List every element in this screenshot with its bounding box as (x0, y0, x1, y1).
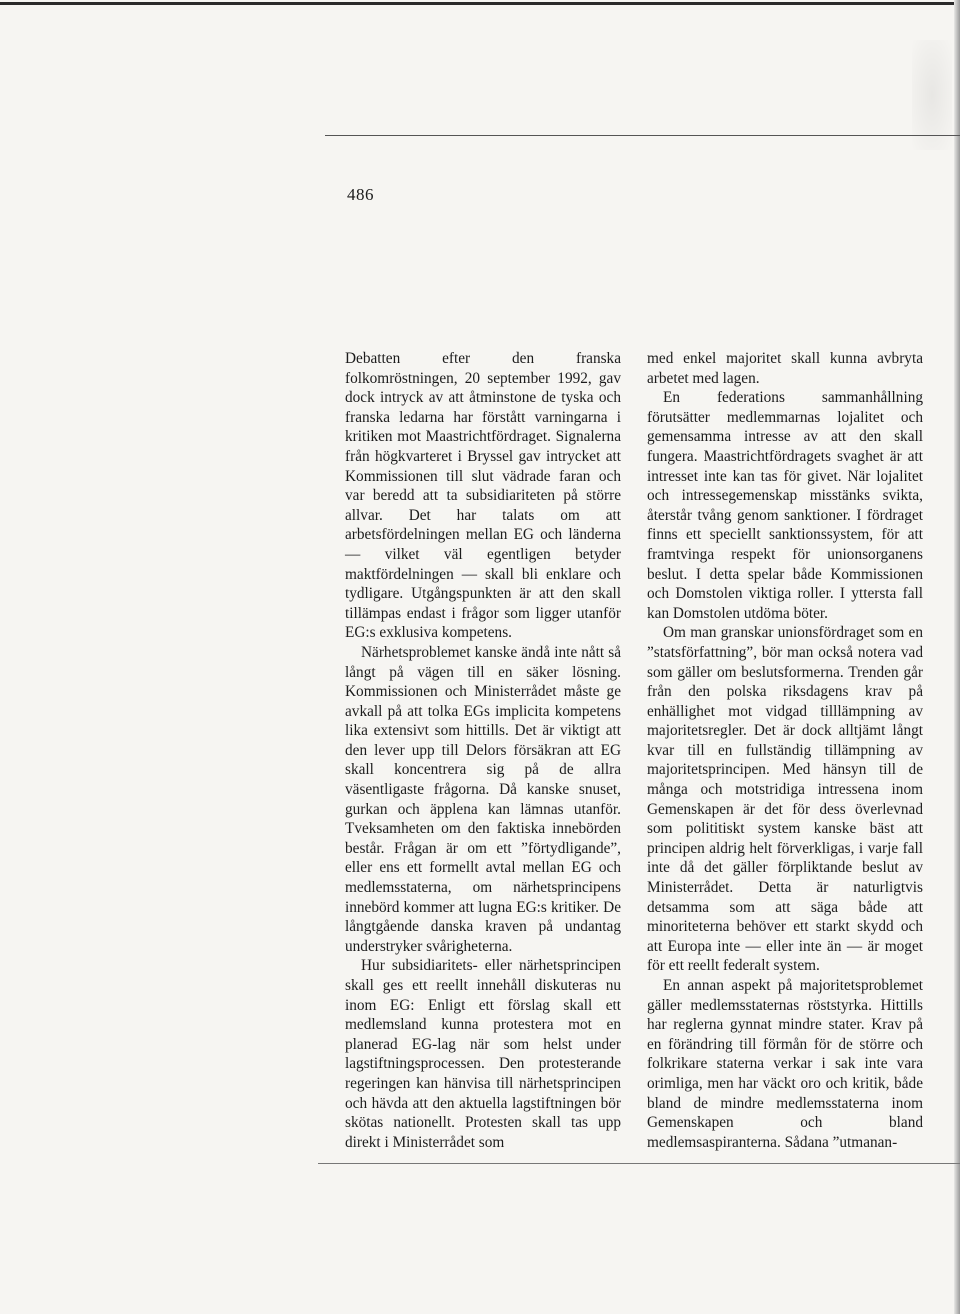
scan-edge-top (0, 2, 960, 5)
footer-rule (318, 1163, 960, 1164)
paragraph: Närhetsproblemet kanske ändå inte nått så långt på vägen till en säker lösning. Kommissionen och Ministerrådet måste ge avkall på att tolka EGs implicita kompetens lika extensivt som hittills. Det är viktigt att den lever upp till Delors försäkran att EG skall koncentrera sig på de allra väsentligaste frågorna. Då kanske snuset, gurkan och äpplena kan lämnas utanför. Tveksamheten om den faktiska innebörden består. Frågan är om ett ”förtydligande”, eller ens ett formellt avtal mellan EG och medlemsstaterna, om närhetsprincipens innebörd kommer att lugna EG:s kritiker. De långtgående danska kraven på undantag understryker svårigheterna. (345, 643, 621, 955)
paragraph: Debatten efter den franska folkomröstningen, 20 september 1992, gav dock intryck av att åtminstone de tyska och franska ledarna har förstått varningarna i kritiken mot Maastrichtfördraget. Signalerna från högkvarteret i Bryssel gav intrycket att Kommissionen till slut vädrade faran och var beredd att ta subsidiariteten på större allvar. Det har talats om att arbetsfördelningen mellan EG och länderna — vilket väl egentligen betyder maktfördelningen — skall bli enklare och tydligare. Utgångspunkten är att den skall tillämpas endast i frågor som ligger utanför EG:s exklusiva kompetens. (345, 350, 621, 642)
text-column-right (647, 349, 923, 1152)
paragraph: Hur subsidiaritets- eller närhetsprincipen skall ges ett reellt innehåll diskuteras nu inom EG: Enligt ett förslag skall ett medlemsland kunna protestera mot en planerad EG-lag när som helst under lagstiftningsprocessen. Den protesterande regeringen kan hänvisa till närhetsprincipen och hävda att den aktuella lagstiftningen bör skötas nationellt. Protesten skall tas upp direkt i Ministerrådet som (345, 957, 621, 1151)
paragraph: med enkel majoritet skall kunna avbryta arbetet med lagen. (647, 350, 923, 387)
header-rule (325, 135, 960, 136)
paragraph: En federations sammanhållning förutsätter medlemmarnas lojalitet och gemensamma intresse av att den skall fungera. Maastrichtfördragets svaghet är att intresset inte kan tas för givet. När lojalitet och intressegemenskap misstänks svikta, återstår tvång genom sanktioner. I fördraget finns ett speciellt sanktionssystem, för att framtvinga respekt för unionsorganens beslut. I detta spelar både Kommissionen och Domstolen viktiga roller. I yttersta fall kan Domstolen utdöma böter. (647, 389, 923, 622)
scan-smudge (912, 40, 952, 150)
text-column-left (345, 349, 621, 1152)
paragraph: Om man granskar unionsfördraget som en ”statsförfattning”, bör man också notera vad som gäller om beslutsformerna. Trenden går från den polska riksdagens krav på enhällighet mot vidgad tilllämpning av majoritetsregler. Det är dock alltjämt långt kvar till en fullständig tillämpning av majoritetsprincipen. Med hänsyn till de många och motstridiga intressena inom Gemenskapen är det för dess överlevnad som polititiskt system kanske bäst att principen aldrig helt förverkligas, i varje fall inte då det gäller förpliktande beslut av Ministerrådet. Detta är naturligtvis detsamma som att säga både att minoriteterna behöver ett starkt skydd och att Europa inte — eller inte än — är moget för ett reellt federalt system. (647, 624, 923, 975)
page-number: 486 (347, 185, 374, 204)
scan-edge-right (954, 0, 960, 1314)
paragraph: En annan aspekt på majoritetsproblemet gäller medlemsstaternas röststyrka. Hittills har reglerna gynnat mindre stater. Krav på en förändring till förmån för de större och folkrikare staterna verkar i sak inte vara orimliga, men har väckt oro och kritik, både bland de mindre medlemsstaterna inom Gemenskapen och bland medlemsaspiranterna. Sådana ”utmanan- (647, 977, 923, 1151)
